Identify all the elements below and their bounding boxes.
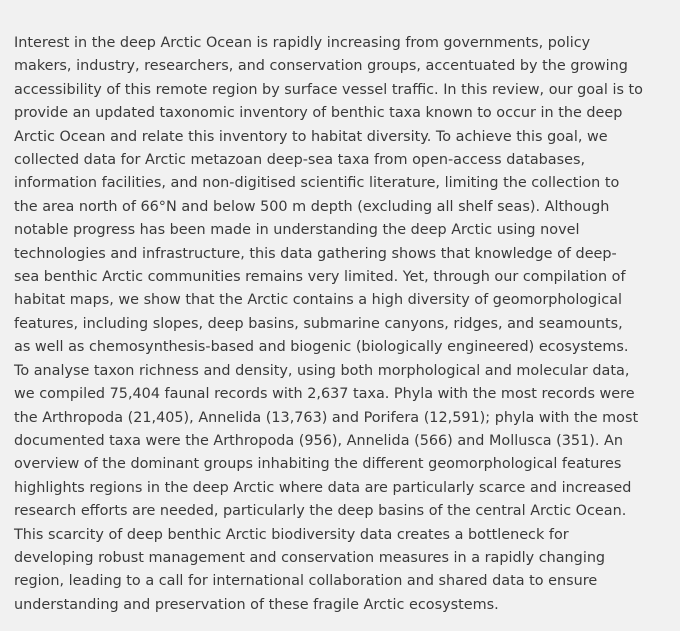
abstract-line: developing robust management and conservation measures in a rapidly changing [14,549,606,566]
abstract-line: we compiled 75,404 faunal records with 2,637 taxa. Phyla with the most records were [14,386,635,403]
abstract-line: features, including slopes, deep basins, submarine canyons, ridges, and seamounts, [14,315,623,332]
abstract-line: makers, industry, researchers, and conservation groups, accentuated by the growing [14,58,628,75]
abstract-line: as well as chemosynthesis-based and biogenic (biologically engineered) ecosystems. [14,339,629,356]
abstract-line: provide an updated taxonomic inventory of benthic taxa known to occur in the deep [14,105,623,122]
abstract-line: technologies and infrastructure, this data gathering shows that knowledge of deep- [14,245,617,262]
abstract-paragraph [14,32,666,617]
abstract-line: the area north of 66°N and below 500 m depth (excluding all shelf seas). Although [14,198,610,215]
abstract-line: understanding and preservation of these fragile Arctic ecosystems. [14,596,499,613]
abstract-line: Interest in the deep Arctic Ocean is rapidly increasing from governments, policy [14,35,591,51]
abstract-line: habitat maps, we show that the Arctic contains a high diversity of geomorphological [14,292,622,309]
abstract-line: region, leading to a call for international collaboration and shared data to ensure [14,573,598,590]
abstract-line: highlights regions in the deep Arctic where data are particularly scarce and increased [14,479,632,496]
abstract-line: documented taxa were the Arthropoda (956), Annelida (566) and Mollusca (351). An [14,432,623,449]
abstract-line: research efforts are needed, particularly the deep basins of the central Arctic Ocean. [14,503,627,520]
abstract-line: collected data for Arctic metazoan deep-sea taxa from open-access databases, [14,152,586,169]
abstract-line: notable progress has been made in understanding the deep Arctic using novel [14,222,580,239]
abstract-line: sea benthic Arctic communities remains very limited. Yet, through our compilation of [14,269,626,286]
abstract-line: To analyse taxon richness and density, using both morphological and molecular data, [14,362,630,379]
abstract-line: Arctic Ocean and relate this inventory to habitat diversity. To achieve this goal, we [14,128,608,145]
abstract-line: information facilities, and non-digitised scientific literature, limiting the collection to [14,175,620,192]
abstract-line: accessibility of this remote region by surface vessel traffic. In this review, our goal is to [14,81,643,98]
abstract-line: the Arthropoda (21,405), Annelida (13,763) and Porifera (12,591); phyla with the most [14,409,639,426]
abstract-line: overview of the dominant groups inhabiting the different geomorphological features [14,456,622,473]
abstract-line: This scarcity of deep benthic Arctic biodiversity data creates a bottleneck for [14,526,569,543]
